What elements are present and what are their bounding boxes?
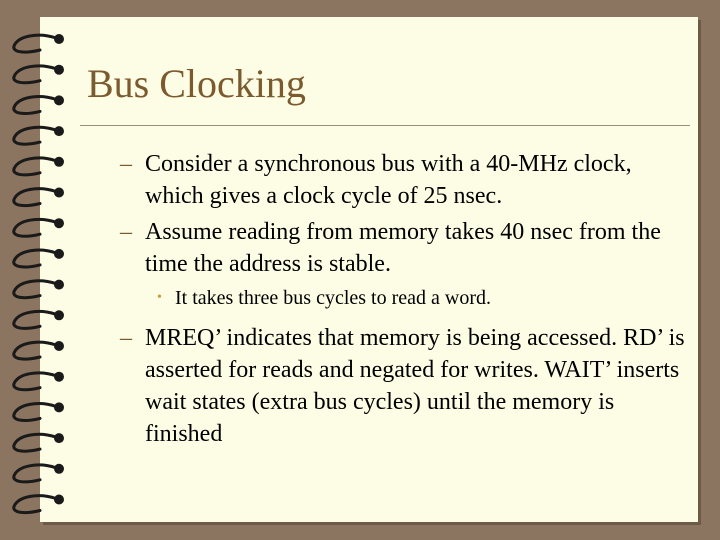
bullet-item [120,322,690,450]
sub-bullet-text: It takes three bus cycles to read a word. [175,287,491,309]
binding-ring [14,341,64,359]
spiral-binding [0,0,80,540]
binding-ring [14,433,64,451]
binding-ring [14,464,64,482]
bullet-text: Assume reading from memory takes 40 nsec from the time the address is stable. [145,219,661,277]
dash-marker: – [120,151,132,177]
slide-title: Bus Clocking [87,61,306,106]
binding-ring [14,95,64,113]
slide-content [120,148,690,454]
bullet-item [120,148,690,212]
binding-ring [14,495,64,513]
title-divider [80,125,690,126]
bullet-item [120,216,690,280]
binding-ring [14,310,64,328]
bullet-text: Consider a synchronous bus with a 40-MHz clock, which gives a clock cycle of 25 nsec. [145,151,632,209]
binding-ring [14,188,64,206]
binding-ring [14,34,64,52]
dash-marker: – [120,219,132,245]
binding-ring [14,280,64,298]
dot-marker: • [157,290,162,305]
dash-marker: – [120,325,132,351]
binding-ring [14,372,64,390]
binding-ring [14,402,64,420]
binding-ring [14,249,64,267]
bullet-text: MREQ’ indicates that memory is being accessed. RD’ is asserted for reads and negated for writes. WAIT’ inserts wait states (extra bus cycles) until the memory is finished [145,325,685,447]
binding-ring [14,65,64,83]
binding-ring [14,126,64,144]
binding-ring [14,218,64,236]
binding-ring [14,157,64,175]
sub-bullet-item [120,284,690,312]
